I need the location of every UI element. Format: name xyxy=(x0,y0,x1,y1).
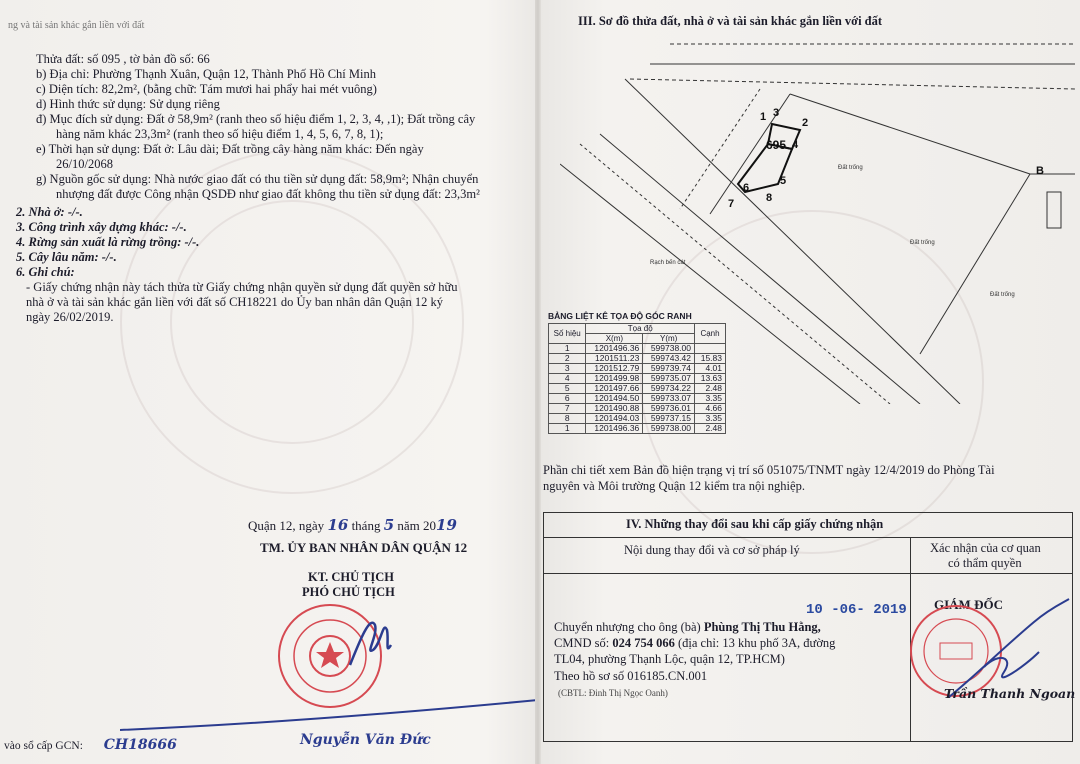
vice-chairman-signature-icon xyxy=(345,610,395,670)
cell-edge: 3.35 xyxy=(695,414,726,424)
section-4-box xyxy=(543,512,1076,742)
left-page xyxy=(0,0,536,764)
map-label-canal: Rạch bến cát xyxy=(650,260,686,266)
parcel-line: Thửa đất: số 095 , tờ bản đồ số: 66 xyxy=(36,52,210,66)
watermark-emblem-inner xyxy=(170,200,414,444)
authority-title: TM. ỦY BAN NHÂN DÂN QUẬN 12 xyxy=(260,540,468,555)
cell-no: 7 xyxy=(549,404,586,414)
cell-x: 1201511.23 xyxy=(586,354,643,364)
origin-line-2: nhượng đất được Công nhận QSDĐ như giao đất không thu tiền sử dụng đất: 23,3m² xyxy=(56,187,480,201)
address-line: b) Địa chỉ: Phường Thạnh Xuân, Quận 12, Thành Phố Hồ Chí Minh xyxy=(36,67,376,81)
map-label-empty-land-1: Đất trống xyxy=(838,165,863,171)
cell-y: 599743.42 xyxy=(643,354,695,364)
col-coordinates: Tọa độ xyxy=(586,324,695,334)
map-point-7: 7 xyxy=(728,198,735,210)
usage-purpose-line-2: hàng năm khác 23,3m² (ranh theo số hiệu điểm 1, 4, 5, 6, 7, 8, 1); xyxy=(56,127,384,141)
cell-y: 599733.07 xyxy=(643,394,695,404)
change-line-1: Chuyển nhượng cho ông (bà) Phùng Thị Thu Hằng, xyxy=(554,620,821,634)
usage-term-line-1: e) Thời hạn sử dụng: Đất ở: Lâu dài; Đất trồng cây hàng năm khác: Đến ngày xyxy=(36,142,424,156)
section-forest: 4. Rừng sản xuất là rừng trồng: -/-. xyxy=(16,235,200,249)
cell-y: 599739.74 xyxy=(643,364,695,374)
change-line-3: TL04, phường Thạnh Lộc, quận 12, TP.HCM) xyxy=(554,652,785,666)
col-x: X(m) xyxy=(586,334,643,344)
map-point-b: B xyxy=(1036,165,1044,177)
coord-table xyxy=(548,323,726,434)
section-3-title: III. Sơ đồ thửa đất, nhà ở và tài sản khác gắn liền với đất xyxy=(578,14,883,28)
change-date: 10 -06- 2019 xyxy=(806,602,907,618)
cell-edge: 15.83 xyxy=(695,354,726,364)
section-construction: 3. Công trình xây dựng khác: -/-. xyxy=(16,220,187,234)
cell-y: 599738.00 xyxy=(643,424,695,434)
cell-y: 599738.00 xyxy=(643,344,695,354)
table-row xyxy=(549,424,726,434)
cell-no: 3 xyxy=(549,364,586,374)
table-row xyxy=(549,344,726,354)
cell-no: 4 xyxy=(549,374,586,384)
map-point-1: 1 xyxy=(760,111,767,123)
cell-x: 1201496.36 xyxy=(586,424,643,434)
note-line-1: - Giấy chứng nhận này tách thửa từ Giấy chứng nhận quyền sử dụng đất quyền sở hữu xyxy=(26,280,458,294)
cell-no: 6 xyxy=(549,394,586,404)
cell-y: 599735.07 xyxy=(643,374,695,384)
cell-y: 599736.01 xyxy=(643,404,695,414)
origin-line-1: g) Nguồn gốc sử dụng: Nhà nước giao đất có thu tiền sử dụng đất: 58,9m²; Nhận chuyển xyxy=(36,172,479,186)
cell-x: 1201494.03 xyxy=(586,414,643,424)
change-line-2: CMND số: 024 754 066 (địa chỉ: 13 khu phố 3A, đường xyxy=(554,636,836,650)
table-row xyxy=(549,394,726,404)
change-line-4: Theo hồ sơ số 016185.CN.001 xyxy=(554,669,708,683)
table-row xyxy=(549,414,726,424)
north-arrow-icon xyxy=(1047,192,1061,228)
col-change-content: Nội dung thay đổi và cơ sở pháp lý xyxy=(624,543,800,557)
section-4-title: IV. Những thay đổi sau khi cấp giấy chứng nhận xyxy=(626,517,884,531)
cell-edge: 2.48 xyxy=(695,384,726,394)
section-house: 2. Nhà ở: -/-. xyxy=(16,205,83,219)
cell-edge: 3.35 xyxy=(695,394,726,404)
usage-form-line: d) Hình thức sử dụng: Sử dụng riêng xyxy=(36,97,220,111)
col-number: Số hiệu xyxy=(549,324,586,344)
map-label-empty-land-3: Đất trống xyxy=(990,292,1015,298)
detail-note-1: Phần chi tiết xem Bản đồ hiện trạng vị trí số 051075/TNMT ngày 12/4/2019 do Phòng Tài xyxy=(543,463,995,477)
cell-y: 599737.15 xyxy=(643,414,695,424)
gcn-register: vào sổ cấp GCN: CH18666 xyxy=(4,737,177,753)
area-line: c) Diện tích: 82,2m², (bằng chữ: Tám mươi hai phẩy hai mét vuông) xyxy=(36,82,377,96)
note-line-2: nhà ở và tài sản khác gắn liền với đất số CH18221 do Ủy ban nhân dân Quận 12 ký xyxy=(26,295,443,309)
cell-no: 5 xyxy=(549,384,586,394)
issue-date: Quận 12, ngày 16 tháng 5 năm 2019 xyxy=(248,516,457,534)
cell-edge: 4.66 xyxy=(695,404,726,414)
map-point-6: 6 xyxy=(743,182,750,194)
cell-edge: 2.48 xyxy=(695,424,726,434)
cell-x: 1201499.98 xyxy=(586,374,643,384)
map-label-empty-land-2: Đất trống xyxy=(910,240,935,246)
cell-x: 1201490.88 xyxy=(586,404,643,414)
cell-no: 8 xyxy=(549,414,586,424)
cell-edge: 4.01 xyxy=(695,364,726,374)
col-edge: Cạnh xyxy=(695,324,726,344)
cell-edge: 13.63 xyxy=(695,374,726,384)
section-perennial: 5. Cây lâu năm: -/-. xyxy=(16,250,117,264)
map-point-4: 4 xyxy=(792,139,799,151)
usage-purpose-line-1: đ) Mục đích sử dụng: Đất ở 58,9m² (ranh theo số hiệu điểm 1, 2, 3, 4, ,1); Đất trồng cây xyxy=(36,112,476,126)
cell-x: 1201496.36 xyxy=(586,344,643,354)
underline-stroke-icon xyxy=(120,695,540,735)
cell-no: 1 xyxy=(549,424,586,434)
table-row xyxy=(549,374,726,384)
map-point-3: 3 xyxy=(773,107,780,119)
vice-chairman: PHÓ CHỦ TỊCH xyxy=(302,585,395,599)
table-row xyxy=(549,354,726,364)
map-parcel-number: 695 xyxy=(766,138,787,152)
note-line-3: ngày 26/02/2019. xyxy=(26,310,114,324)
map-point-8: 8 xyxy=(766,192,773,204)
map-point-2: 2 xyxy=(802,117,809,129)
section-notes: 6. Ghi chú: xyxy=(16,265,75,279)
cell-y: 599734.22 xyxy=(643,384,695,394)
top-clipped-heading: ng và tài sản khác gắn liền với đất xyxy=(8,20,145,31)
table-row xyxy=(549,404,726,414)
cell-no: 2 xyxy=(549,354,586,364)
director-name: Trần Thanh Ngoan xyxy=(944,686,1076,701)
usage-term-line-2: 26/10/2068 xyxy=(56,157,113,171)
vice-chairman-name: Nguyễn Văn Đức xyxy=(300,732,431,748)
col-confirm-1: Xác nhận của cơ quan xyxy=(930,541,1041,555)
cell-edge xyxy=(695,344,726,354)
table-row xyxy=(549,384,726,394)
coord-table-title: BẢNG LIỆT KÊ TỌA ĐỘ GÓC RANH xyxy=(548,311,692,321)
map-point-5: 5 xyxy=(780,175,787,187)
change-line-5: (CBTL: Đinh Thị Ngọc Oanh) xyxy=(558,688,668,698)
cell-x: 1201512.79 xyxy=(586,364,643,374)
cell-x: 1201494.50 xyxy=(586,394,643,404)
col-confirm-2: có thẩm quyền xyxy=(948,556,1022,570)
kt-chairman: KT. CHỦ TỊCH xyxy=(308,570,395,584)
table-row xyxy=(549,364,726,374)
detail-note-2: nguyên và Môi trường Quận 12 kiểm tra nội nghiệp. xyxy=(543,479,805,493)
cell-x: 1201497.66 xyxy=(586,384,643,394)
col-y: Y(m) xyxy=(643,334,695,344)
director-title: GIÁM ĐỐC xyxy=(934,597,1003,612)
cell-no: 1 xyxy=(549,344,586,354)
